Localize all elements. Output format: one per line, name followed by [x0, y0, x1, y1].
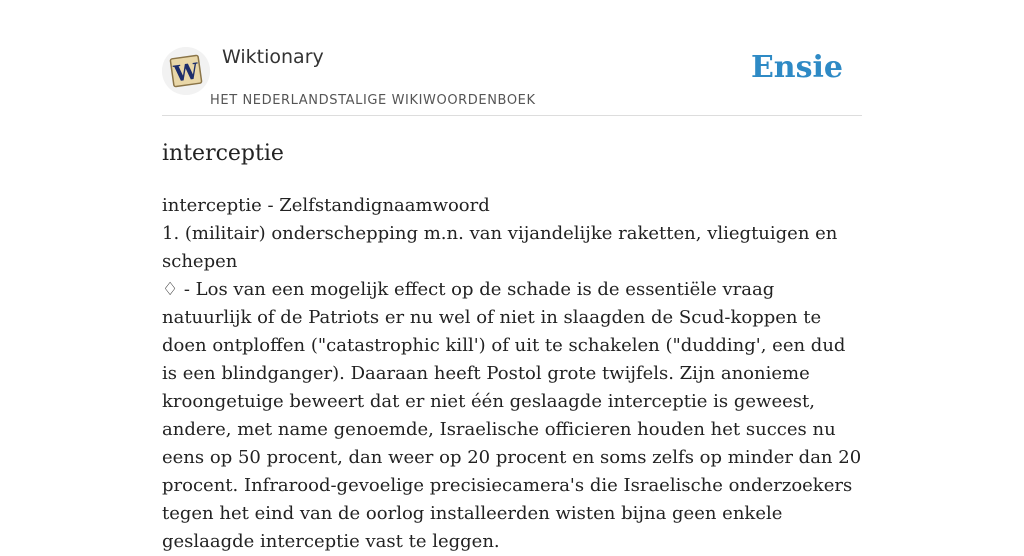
site-tagline: HET NEDERLANDSTALIGE WIKIWOORDENBOEK — [210, 93, 536, 108]
svg-text:W: W — [172, 58, 201, 88]
wiktionary-logo-icon[interactable] — [162, 47, 210, 95]
content-container — [162, 0, 862, 556]
site-name[interactable]: Wiktionary — [222, 46, 324, 68]
example-quote: ♢ - Los van een mogelijk effect op de schade is de essentiële vraag natuurlijk of de Patriots er nu wel of niet in slaagden de Scud-koppen te doen ontploffen ("catastrophic kill') of uit te schakelen ("dudding', een dud is een blindganger). Daaraan heeft Postol grote twijfels. Zijn anonieme kroongetuige beweert dat er niet één geslaagde interceptie is geweest, andere, met name genoemde, Israelische officieren houden het succes nu eens op 50 procent, dan weer op 20 procent en soms zelfs op minder dan 20 procent. Infrarood-gevoelige precisiecamera's die Israelische onderzoekers tegen het eind van de oorlog installeerden wisten bijna geen enkele geslaagde interceptie vast te leggen. — [162, 279, 862, 552]
definition: 1. (militair) onderschepping m.n. van vijandelijke raketten, vliegtuigen en schepen — [162, 223, 838, 272]
site-header — [162, 0, 862, 116]
word-class-line: interceptie - Zelfstandignaamwoord — [162, 195, 490, 216]
entry-body — [162, 192, 862, 556]
ensie-brand-logo[interactable]: Ensie — [750, 50, 843, 85]
page-title: interceptie — [162, 141, 284, 166]
